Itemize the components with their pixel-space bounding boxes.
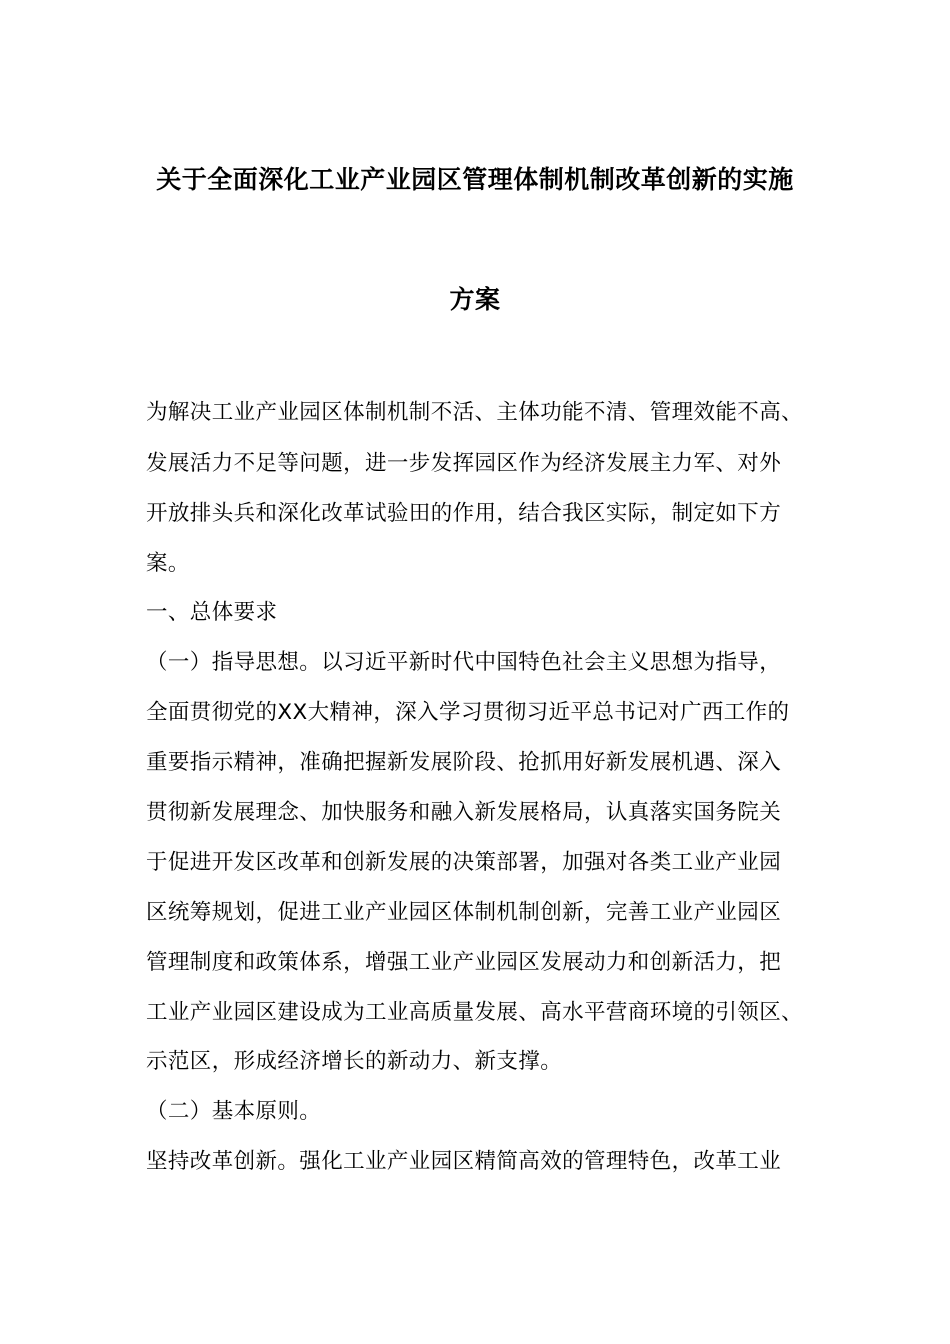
body-text-line: 管理制度和政策体系，增强工业产业园区发展动力和创新活力，把: [146, 950, 782, 975]
body-text-line: 开放排头兵和深化改革试验田的作用，结合我区实际，制定如下方: [146, 501, 782, 526]
body-text-line: 全面贯彻党的XX大精神，深入学习贯彻习近平总书记对广西工作的: [146, 700, 790, 725]
document-title-line-1: 关于全面深化工业产业园区管理体制机制改革创新的实施: [156, 165, 794, 194]
body-text-line: 工业产业园区建设成为工业高质量发展、高水平营商环境的引领区、: [146, 1000, 804, 1025]
document-title-line-2: 方案: [449, 285, 501, 314]
body-text-line: 重要指示精神，准确把握新发展阶段、抢抓用好新发展机遇、深入: [146, 750, 782, 775]
subsection-heading: （二）基本原则。: [146, 1099, 322, 1124]
body-text-line: 区统筹规划，促进工业产业园区体制机制创新，完善工业产业园区: [146, 900, 782, 925]
body-text-line: 为解决工业产业园区体制机制不活、主体功能不清、管理效能不高、: [146, 400, 804, 425]
body-text-line: 案。: [146, 551, 190, 576]
body-text-line: 示范区，形成经济增长的新动力、新支撑。: [146, 1049, 563, 1074]
body-text-line: 于促进开发区改革和创新发展的决策部署，加强对各类工业产业园: [146, 850, 782, 875]
body-text-line: （一）指导思想。以习近平新时代中国特色社会主义思想为指导，: [146, 650, 782, 675]
body-text-line: 发展活力不足等问题，进一步发挥园区作为经济发展主力军、对外: [146, 451, 782, 476]
body-text-line: 贯彻新发展理念、加快服务和融入新发展格局，认真落实国务院关: [146, 800, 782, 825]
section-heading: 一、总体要求: [146, 600, 278, 625]
body-text-line: 坚持改革创新。强化工业产业园区精简高效的管理特色，改革工业: [146, 1149, 782, 1174]
